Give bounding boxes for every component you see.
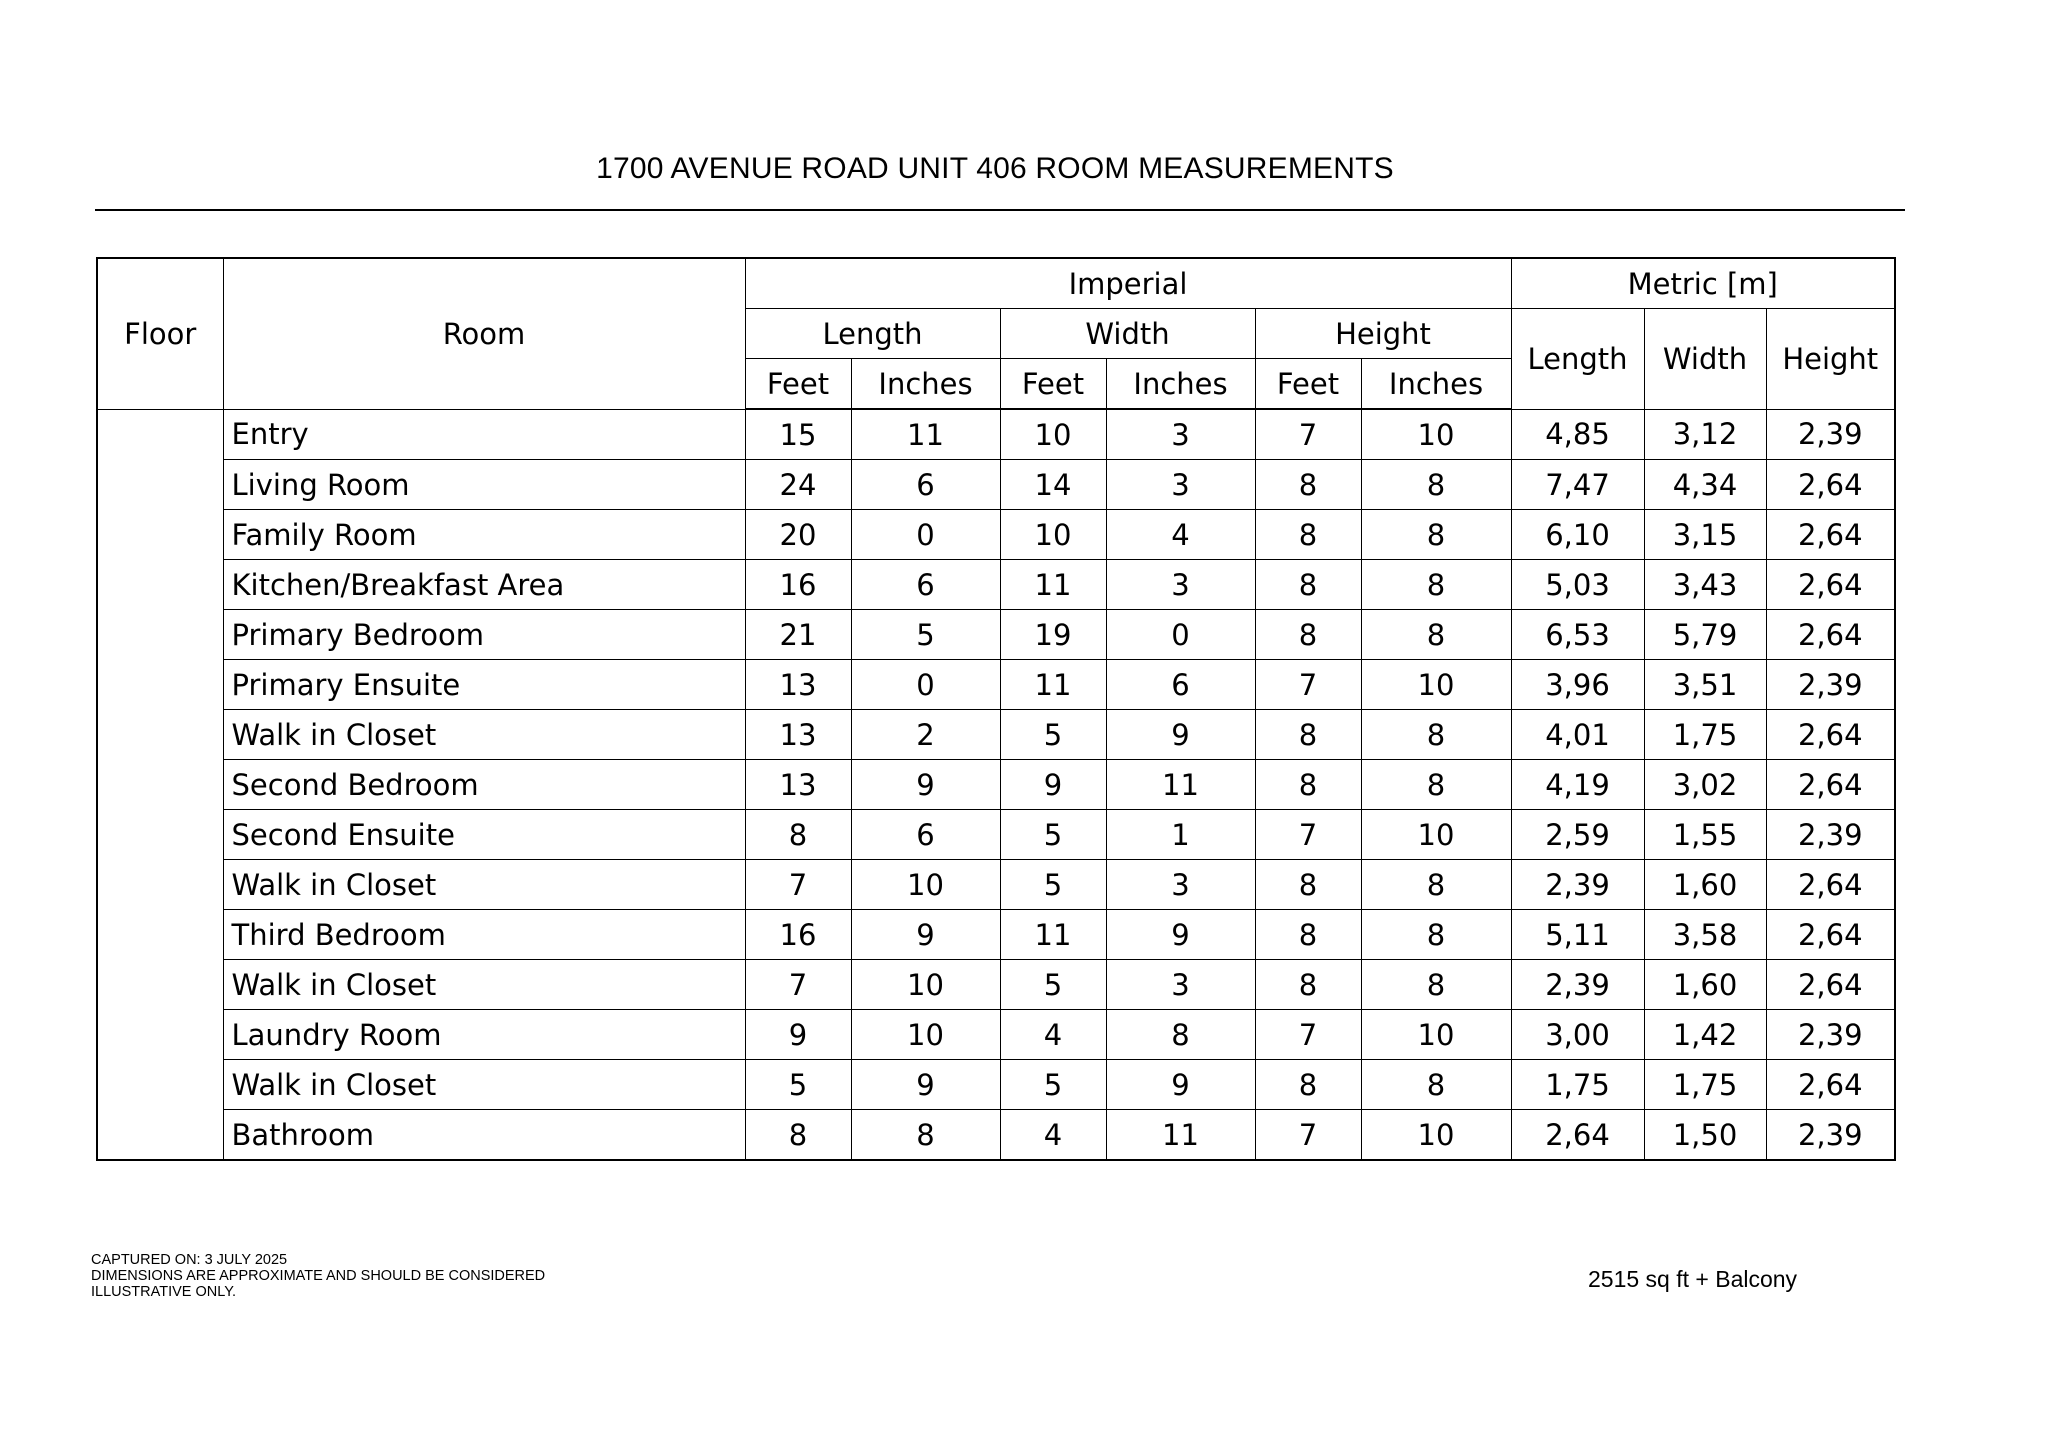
cell-m-len: 4,85 (1511, 409, 1644, 460)
cell-len-in: 9 (851, 760, 1000, 810)
cell-len-ft: 15 (745, 409, 851, 460)
cell-len-ft: 13 (745, 760, 851, 810)
cell-hgt-ft: 8 (1255, 760, 1361, 810)
cell-wid-ft: 5 (1000, 1060, 1106, 1110)
cell-len-ft: 16 (745, 560, 851, 610)
cell-m-len: 5,11 (1511, 910, 1644, 960)
cell-m-len: 5,03 (1511, 560, 1644, 610)
cell-wid-ft: 11 (1000, 910, 1106, 960)
cell-len-in: 9 (851, 1060, 1000, 1110)
cell-hgt-ft: 8 (1255, 460, 1361, 510)
cell-len-in: 6 (851, 810, 1000, 860)
header-metric-width: Width (1644, 309, 1766, 410)
cell-m-len: 4,01 (1511, 710, 1644, 760)
area-total: 2515 sq ft + Balcony (1588, 1266, 1798, 1292)
cell-hgt-in: 8 (1361, 460, 1511, 510)
cell-len-ft: 20 (745, 510, 851, 560)
cell-wid-in: 1 (1106, 810, 1255, 860)
header-width-feet: Feet (1000, 359, 1106, 410)
cell-wid-in: 4 (1106, 510, 1255, 560)
cell-len-in: 0 (851, 510, 1000, 560)
cell-hgt-ft: 7 (1255, 409, 1361, 460)
cell-hgt-ft: 8 (1255, 510, 1361, 560)
cell-len-ft: 16 (745, 910, 851, 960)
table-row (97, 1110, 1895, 1161)
cell-m-hgt: 2,64 (1766, 460, 1895, 510)
disclaimer-line-2: ILLUSTRATIVE ONLY. (91, 1284, 237, 1300)
cell-m-hgt: 2,64 (1766, 510, 1895, 560)
cell-hgt-in: 8 (1361, 1060, 1511, 1110)
table-row (97, 760, 1895, 810)
cell-hgt-in: 10 (1361, 409, 1511, 460)
cell-m-wid: 1,75 (1644, 1060, 1766, 1110)
cell-len-in: 6 (851, 560, 1000, 610)
cell-len-in: 10 (851, 860, 1000, 910)
cell-len-in: 8 (851, 1110, 1000, 1161)
cell-m-hgt: 2,64 (1766, 910, 1895, 960)
cell-len-ft: 7 (745, 860, 851, 910)
cell-m-hgt: 2,64 (1766, 760, 1895, 810)
cell-m-wid: 4,34 (1644, 460, 1766, 510)
room-name-cell: Primary Bedroom (223, 610, 745, 660)
room-name-cell: Second Bedroom (223, 760, 745, 810)
table-row (97, 660, 1895, 710)
header-imperial-length: Length (745, 309, 1000, 359)
room-name-cell: Walk in Closet (223, 1060, 745, 1110)
cell-m-wid: 3,02 (1644, 760, 1766, 810)
cell-hgt-ft: 7 (1255, 660, 1361, 710)
table-row (97, 610, 1895, 660)
cell-m-wid: 1,50 (1644, 1110, 1766, 1161)
cell-m-hgt: 2,64 (1766, 1060, 1895, 1110)
cell-len-ft: 8 (745, 810, 851, 860)
header-height-inches: Inches (1361, 359, 1511, 410)
cell-wid-ft: 10 (1000, 409, 1106, 460)
cell-m-hgt: 2,64 (1766, 960, 1895, 1010)
cell-hgt-in: 10 (1361, 810, 1511, 860)
page-title: 1700 AVENUE ROAD UNIT 406 ROOM MEASUREMENTS (596, 152, 1394, 185)
cell-wid-in: 11 (1106, 1110, 1255, 1161)
cell-m-len: 3,96 (1511, 660, 1644, 710)
cell-m-hgt: 2,64 (1766, 610, 1895, 660)
cell-len-ft: 13 (745, 710, 851, 760)
cell-len-in: 5 (851, 610, 1000, 660)
room-name-cell: Kitchen/Breakfast Area (223, 560, 745, 610)
cell-hgt-in: 8 (1361, 510, 1511, 560)
cell-wid-in: 3 (1106, 960, 1255, 1010)
floor-cell (97, 409, 223, 1160)
cell-hgt-ft: 8 (1255, 1060, 1361, 1110)
cell-m-hgt: 2,39 (1766, 1010, 1895, 1060)
header-length-inches: Inches (851, 359, 1000, 410)
cell-m-hgt: 2,64 (1766, 860, 1895, 910)
cell-len-in: 6 (851, 460, 1000, 510)
room-name-cell: Laundry Room (223, 1010, 745, 1060)
table-row (97, 710, 1895, 760)
cell-len-ft: 5 (745, 1060, 851, 1110)
cell-len-in: 10 (851, 1010, 1000, 1060)
cell-len-in: 10 (851, 960, 1000, 1010)
room-name-cell: Walk in Closet (223, 710, 745, 760)
header-width-inches: Inches (1106, 359, 1255, 410)
cell-wid-ft: 14 (1000, 460, 1106, 510)
cell-hgt-in: 8 (1361, 960, 1511, 1010)
cell-wid-ft: 4 (1000, 1110, 1106, 1161)
header-floor: Floor (97, 258, 223, 409)
table-row (97, 1010, 1895, 1060)
table-row (97, 409, 1895, 460)
room-name-cell: Family Room (223, 510, 745, 560)
cell-m-len: 2,64 (1511, 1110, 1644, 1161)
room-name-cell: Walk in Closet (223, 860, 745, 910)
cell-m-hgt: 2,39 (1766, 810, 1895, 860)
cell-hgt-ft: 7 (1255, 1010, 1361, 1060)
header-metric-height: Height (1766, 309, 1895, 410)
header-metric: Metric [m] (1511, 258, 1895, 309)
table-body (97, 409, 1895, 1160)
cell-hgt-ft: 8 (1255, 960, 1361, 1010)
cell-m-wid: 1,55 (1644, 810, 1766, 860)
cell-hgt-ft: 7 (1255, 810, 1361, 860)
cell-wid-ft: 11 (1000, 660, 1106, 710)
cell-m-len: 2,39 (1511, 960, 1644, 1010)
table-row (97, 460, 1895, 510)
cell-wid-in: 0 (1106, 610, 1255, 660)
disclaimer-note (91, 1252, 545, 1300)
table-row (97, 810, 1895, 860)
room-name-cell: Living Room (223, 460, 745, 510)
cell-m-len: 6,53 (1511, 610, 1644, 660)
cell-m-wid: 3,43 (1644, 560, 1766, 610)
cell-m-hgt: 2,39 (1766, 409, 1895, 460)
disclaimer-line-1: DIMENSIONS ARE APPROXIMATE AND SHOULD BE CONSIDERED (91, 1268, 546, 1284)
table-row (97, 1060, 1895, 1110)
cell-wid-ft: 5 (1000, 810, 1106, 860)
cell-hgt-in: 8 (1361, 760, 1511, 810)
cell-hgt-ft: 8 (1255, 560, 1361, 610)
room-measurements-table (96, 257, 1896, 1161)
cell-wid-in: 8 (1106, 1010, 1255, 1060)
cell-len-ft: 21 (745, 610, 851, 660)
cell-hgt-in: 8 (1361, 560, 1511, 610)
table-row (97, 560, 1895, 610)
cell-len-ft: 24 (745, 460, 851, 510)
cell-m-wid: 3,51 (1644, 660, 1766, 710)
room-name-cell: Bathroom (223, 1110, 745, 1161)
cell-wid-in: 11 (1106, 760, 1255, 810)
cell-wid-in: 3 (1106, 860, 1255, 910)
cell-wid-ft: 11 (1000, 560, 1106, 610)
cell-wid-in: 6 (1106, 660, 1255, 710)
cell-m-len: 6,10 (1511, 510, 1644, 560)
cell-m-wid: 5,79 (1644, 610, 1766, 660)
cell-m-len: 4,19 (1511, 760, 1644, 810)
table-row (97, 960, 1895, 1010)
room-name-cell: Primary Ensuite (223, 660, 745, 710)
cell-hgt-ft: 8 (1255, 860, 1361, 910)
table-row (97, 910, 1895, 960)
header-room: Room (223, 258, 745, 409)
table-header (97, 258, 1895, 409)
cell-m-len: 3,00 (1511, 1010, 1644, 1060)
cell-wid-ft: 10 (1000, 510, 1106, 560)
cell-m-hgt: 2,64 (1766, 560, 1895, 610)
cell-m-len: 2,59 (1511, 810, 1644, 860)
table-row (97, 510, 1895, 560)
cell-hgt-in: 8 (1361, 860, 1511, 910)
cell-m-hgt: 2,39 (1766, 1110, 1895, 1161)
cell-wid-ft: 5 (1000, 860, 1106, 910)
header-metric-length: Length (1511, 309, 1644, 410)
cell-m-wid: 3,15 (1644, 510, 1766, 560)
room-name-cell: Walk in Closet (223, 960, 745, 1010)
cell-wid-in: 9 (1106, 710, 1255, 760)
cell-m-wid: 3,58 (1644, 910, 1766, 960)
cell-hgt-in: 8 (1361, 910, 1511, 960)
cell-hgt-in: 8 (1361, 710, 1511, 760)
cell-m-wid: 1,42 (1644, 1010, 1766, 1060)
cell-len-ft: 7 (745, 960, 851, 1010)
cell-m-wid: 1,60 (1644, 960, 1766, 1010)
header-imperial-width: Width (1000, 309, 1255, 359)
cell-wid-ft: 5 (1000, 960, 1106, 1010)
cell-wid-in: 3 (1106, 560, 1255, 610)
cell-wid-ft: 19 (1000, 610, 1106, 660)
header-imperial: Imperial (745, 258, 1511, 309)
cell-wid-ft: 9 (1000, 760, 1106, 810)
cell-wid-ft: 5 (1000, 710, 1106, 760)
header-height-feet: Feet (1255, 359, 1361, 410)
cell-m-len: 2,39 (1511, 860, 1644, 910)
header-length-feet: Feet (745, 359, 851, 410)
cell-hgt-ft: 8 (1255, 710, 1361, 760)
cell-hgt-ft: 8 (1255, 610, 1361, 660)
cell-len-in: 11 (851, 409, 1000, 460)
table-row (97, 860, 1895, 910)
cell-hgt-in: 10 (1361, 1110, 1511, 1161)
room-name-cell: Third Bedroom (223, 910, 745, 960)
cell-m-hgt: 2,39 (1766, 660, 1895, 710)
cell-len-in: 9 (851, 910, 1000, 960)
cell-wid-in: 3 (1106, 409, 1255, 460)
cell-m-hgt: 2,64 (1766, 710, 1895, 760)
cell-wid-in: 3 (1106, 460, 1255, 510)
cell-hgt-in: 10 (1361, 1010, 1511, 1060)
cell-hgt-in: 8 (1361, 610, 1511, 660)
cell-len-in: 2 (851, 710, 1000, 760)
cell-wid-in: 9 (1106, 1060, 1255, 1110)
cell-m-len: 7,47 (1511, 460, 1644, 510)
room-name-cell: Second Ensuite (223, 810, 745, 860)
cell-wid-ft: 4 (1000, 1010, 1106, 1060)
cell-hgt-ft: 8 (1255, 910, 1361, 960)
cell-m-wid: 1,75 (1644, 710, 1766, 760)
cell-m-len: 1,75 (1511, 1060, 1644, 1110)
room-name-cell: Entry (223, 409, 745, 460)
cell-len-ft: 8 (745, 1110, 851, 1161)
capture-date: CAPTURED ON: 3 JULY 2025 (91, 1252, 288, 1268)
header-imperial-height: Height (1255, 309, 1511, 359)
cell-hgt-in: 10 (1361, 660, 1511, 710)
cell-wid-in: 9 (1106, 910, 1255, 960)
cell-hgt-ft: 7 (1255, 1110, 1361, 1161)
title-divider (95, 209, 1905, 211)
cell-len-in: 0 (851, 660, 1000, 710)
cell-len-ft: 9 (745, 1010, 851, 1060)
cell-m-wid: 1,60 (1644, 860, 1766, 910)
cell-len-ft: 13 (745, 660, 851, 710)
cell-m-wid: 3,12 (1644, 409, 1766, 460)
